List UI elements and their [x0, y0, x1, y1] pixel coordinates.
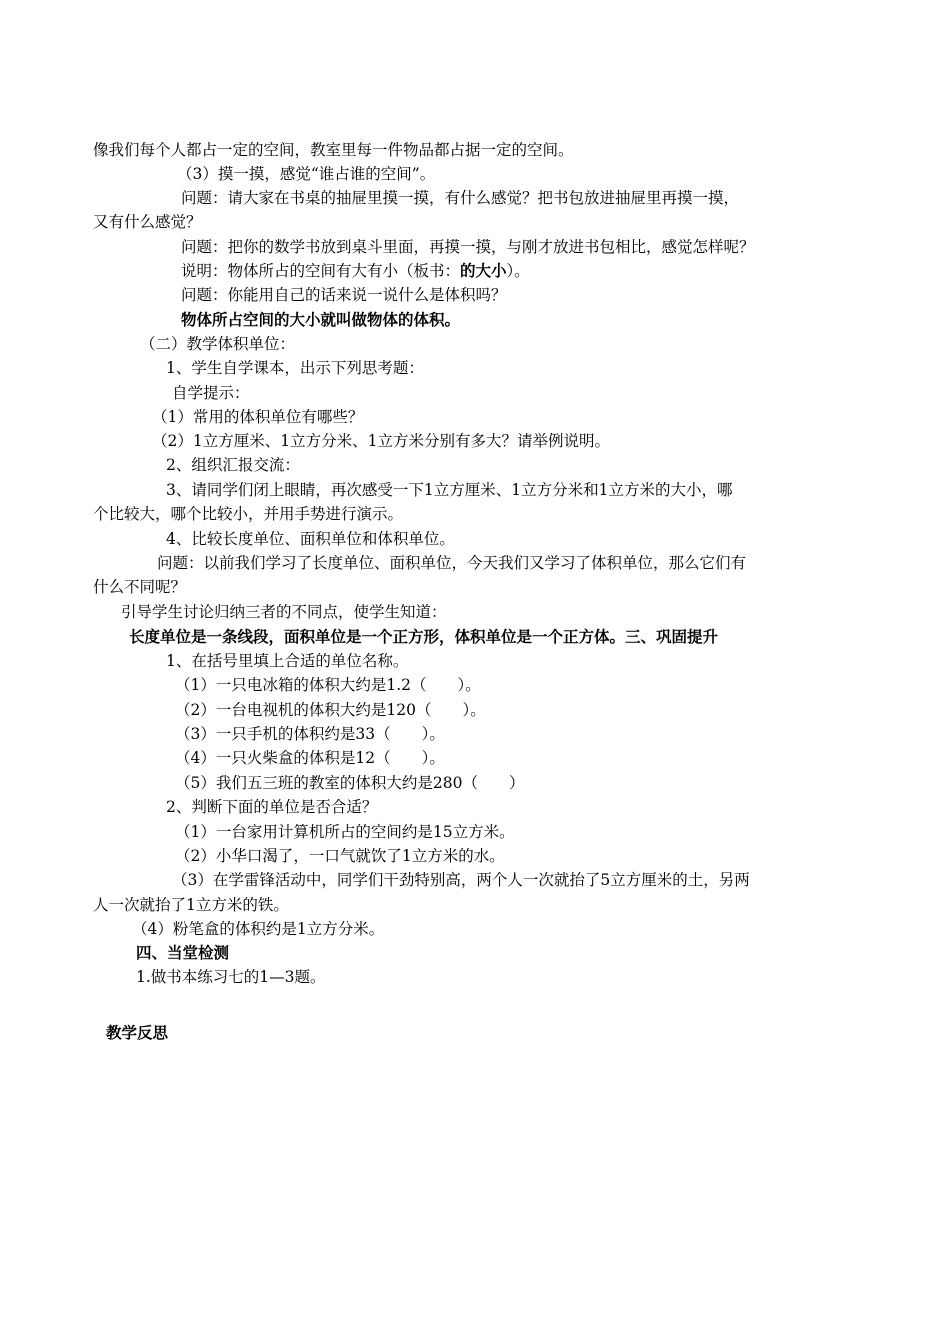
- text-line: 2、组织汇报交流：: [166, 456, 300, 474]
- text-line: （4）一只火柴盒的体积是12（ ）。: [175, 749, 445, 767]
- text-line: （2）小华口渴了，一口气就饮了1立方米的水。: [175, 847, 505, 865]
- text-line: 人一次就抬了1立方米的铁。: [93, 896, 289, 914]
- text-line: （1）一只电冰箱的体积大约是1.2（ ）。: [175, 676, 481, 694]
- bold-text-line: 物体所占空间的大小就叫做物体的体积。: [181, 311, 461, 329]
- text-line: 3、请同学们闭上眼睛，再次感受一下1立方厘米、1立方分米和1立方米的大小，哪: [166, 481, 733, 499]
- text-line: 问题：以前我们学习了长度单位、面积单位，今天我们又学习了体积单位，那么它们有: [157, 554, 747, 572]
- text-line: （4）粉笔盒的体积约是1立方分米。: [132, 920, 385, 938]
- text-line: 自学提示：: [172, 384, 250, 402]
- text-segment: ）。: [506, 262, 530, 280]
- text-line: （5）我们五三班的教室的体积大约是280（ ）: [175, 774, 525, 792]
- text-line: 1、学生自学课本，出示下列思考题：: [166, 359, 424, 377]
- section-heading: 四、当堂检测: [136, 944, 230, 962]
- text-line: [181, 259, 530, 283]
- section-heading: 教学反思: [106, 1024, 169, 1042]
- text-line: 2、判断下面的单位是否合适？: [166, 798, 378, 816]
- text-line: （2）1立方厘米、1立方分米、1立方米分别有多大？请举例说明。: [152, 432, 610, 450]
- bold-segment: 的大小: [460, 262, 507, 280]
- text-line: 问题：请大家在书桌的抽屉里摸一摸，有什么感觉？把书包放进抽屉里再摸一摸，: [181, 189, 740, 207]
- text-line: （3）一只手机的体积约是33（ ）。: [175, 725, 445, 743]
- text-segment: 说明：物体所占的空间有大有小（板书：: [181, 262, 461, 280]
- section-heading: （二）教学体积单位：: [140, 335, 296, 353]
- text-line: （3）在学雷锋活动中，同学们干劲特别高，两个人一次就抬了5立方厘米的土，另两: [172, 871, 750, 889]
- text-line: 像我们每个人都占一定的空间，教室里每一件物品都占据一定的空间。: [93, 141, 574, 159]
- text-line: 引导学生讨论归纳三者的不同点，使学生知道：: [121, 603, 447, 621]
- text-line: 问题：把你的数学书放到桌斗里面，再摸一摸，与刚才放进书包相比，感觉怎样呢？: [181, 238, 755, 256]
- text-line: （1）一台家用计算机所占的空间约是15立方米。: [175, 823, 515, 841]
- text-line: 问题：你能用自己的话来说一说什么是体积吗？: [181, 286, 507, 304]
- text-line: （3）摸一摸，感觉“谁占谁的空间”。: [177, 165, 436, 183]
- text-line: （2）一台电视机的体积大约是120（ ）。: [175, 701, 486, 719]
- text-line: 4、比较长度单位、面积单位和体积单位。: [166, 530, 455, 548]
- bold-text-line: 长度单位是一条线段，面积单位是一个正方形，体积单位是一个正方体。三、巩固提升: [129, 628, 719, 646]
- text-line: 1.做书本练习七的1—3题。: [136, 968, 326, 986]
- text-line: 什么不同呢？: [93, 578, 187, 596]
- text-line: 个比较大，哪个比较小，并用手势进行演示。: [93, 505, 404, 523]
- text-line: 1、在括号里填上合适的单位名称。: [166, 652, 409, 670]
- text-line: （1）常用的体积单位有哪些？: [152, 408, 364, 426]
- text-line: 又有什么感觉？: [93, 213, 202, 231]
